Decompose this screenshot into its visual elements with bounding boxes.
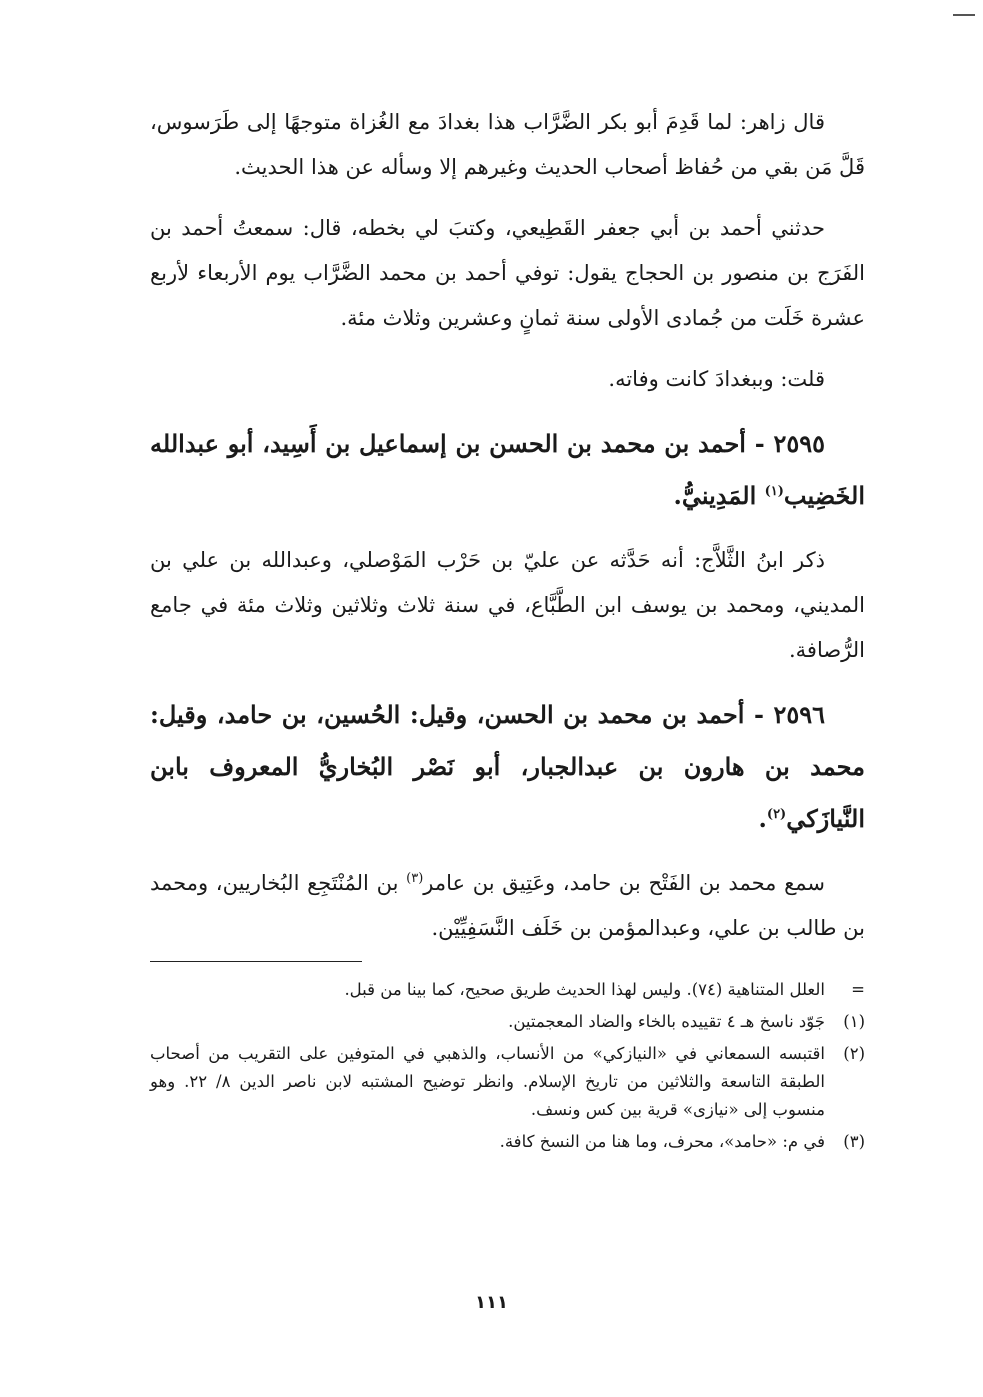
- footnote-text: العلل المتناهية (٧٤). وليس لهذا الحديث طريق صحيح، كما بينا من قبل.: [344, 980, 825, 999]
- footnote-text: جَوّد ناسخ هـ ٤ تقييده بالخاء والضاد المعجمتين.: [508, 1012, 825, 1031]
- entry-heading-2596-end: .: [758, 804, 767, 833]
- page-number: ١١١: [475, 1292, 508, 1313]
- footnote-ref-2: (٢): [766, 807, 787, 822]
- footnote-1: [150, 1008, 865, 1036]
- paragraph-death-note: قلت: وببغدادَ كانت وفاته.: [608, 367, 825, 391]
- footnote-text: اقتبسه السمعاني في «النيازكي» من الأنساب، والذهبي في المتوفين على التقريب من أصحاب الطبقة التاسعة والثلاثين من تاريخ الإسلام. وانظر توضيح المشتبه لابن ناصر الدين ٨/ ٢٢. وهو منسوب إلى «نيازى» قرية بين كس ونسف.: [150, 1044, 826, 1119]
- page-body: [150, 100, 865, 1160]
- entry-heading-2595-end: المَدِينيُّ.: [673, 481, 765, 510]
- footnote-number: (٢): [843, 1044, 865, 1063]
- footnote-number: (٣): [843, 1132, 865, 1151]
- paragraph-zahir: قال زاهر: لما قَدِمَ أبو بكر الضَّرَّاب هذا بغدادَ مع الغُزاة متوجهًا إلى طَرَسوس، قَلَّ مَن بقي من حُفاظ أصحاب الحديث وغيرهم إلا وسأله عن هذا الحديث.: [150, 110, 865, 179]
- footnote-number: =: [851, 980, 865, 999]
- entry-body-2595: ذكر ابنُ الثَّلاَّج: أنه حَدَّثه عن عليّ بن حَرْب المَوْصلي، وعبدالله بن علي بن المديني، ومحمد بن يوسف ابن الطَّبَّاع، في سنة ثلاث وثلاثين وثلاث مئة في جامع الرُّصافة.: [150, 548, 865, 662]
- entry-body-2596-end: بن المُنْتَجِع البُخاريين، ومحمد بن طالب بن علي، وعبدالمؤمن بن خَلَف النَّسَفِيِّيْن.: [150, 871, 865, 940]
- footnote-ref-1: (١): [764, 484, 784, 499]
- footnote-number: (١): [843, 1012, 865, 1031]
- footnote-continued: [150, 976, 865, 1004]
- footnotes-list: [150, 976, 865, 1156]
- footnote-ref-3: (٣): [406, 871, 424, 886]
- paragraph-qatiei: حدثني أحمد بن أبي جعفر القَطِيعي، وكتبَ لي بخطه، قال: سمعتُ أحمد بن الفَرَج بن منصور بن الحجاج يقول: توفي أحمد بن محمد الضَّرَّاب يوم الأربعاء لأربع عشرة خَلَت من جُمادى الأولى سنة ثمانٍ وعشرين وثلاث مئة.: [150, 216, 865, 330]
- entry-heading-2596: [150, 689, 865, 845]
- footnote-2: [150, 1040, 865, 1124]
- footnote-separator: [150, 961, 362, 962]
- entry-heading-2595: [150, 418, 865, 522]
- entry-heading-2595-text: ٢٥٩٥ - أحمد بن محمد بن الحسن بن إسماعيل بن أَسِيد، أبو عبدالله الخَضِيب: [150, 429, 865, 510]
- footnote-3: [150, 1128, 865, 1156]
- entry-heading-2596-text: ٢٥٩٦ - أحمد بن محمد بن الحسن، وقيل: الحُسين، بن حامد، وقيل: محمد بن هارون بن عبدالجبار، أبو نَصْر البُخاريُّ المعروف بابن النَّيازَكي: [150, 700, 865, 833]
- entry-body-2596-text: سمع محمد بن الفَتْح بن حامد، وعَتِيق بن عامر: [423, 871, 826, 895]
- entry-body-2596: [150, 861, 865, 951]
- corner-mark: [953, 14, 975, 16]
- footnote-text: في م: «حامد»، محرف، وما هنا من النسخ كافة.: [499, 1132, 825, 1151]
